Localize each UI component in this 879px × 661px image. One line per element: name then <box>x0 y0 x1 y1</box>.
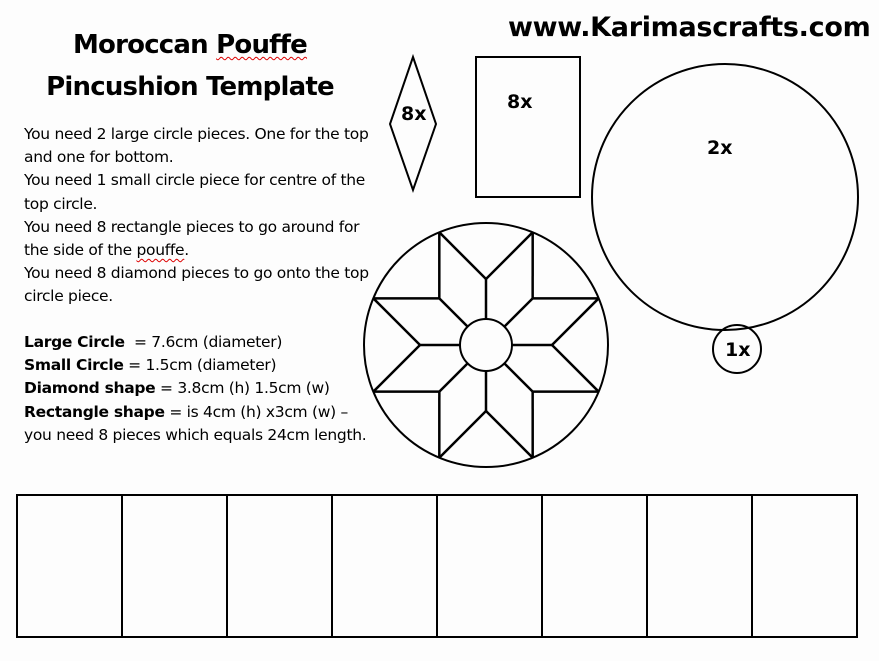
spec-value: = 3.8cm (h) 1.5cm (w) <box>155 379 330 398</box>
instruction-2: You need 1 small circle piece for centre of the top circle. <box>24 171 366 213</box>
star-radial-line <box>439 298 467 326</box>
instruction-text: . <box>184 241 189 260</box>
spec-value: = 7.6cm (diameter) <box>124 333 283 351</box>
star-radial-line <box>504 298 532 326</box>
star-edge-line <box>373 298 420 345</box>
diamond-count-label: 8x <box>401 103 427 125</box>
instruction-4: You need 8 diamond pieces to go onto the top circle piece. <box>24 264 369 306</box>
star-center-circle <box>460 319 512 371</box>
title-text: Moroccan <box>72 30 217 60</box>
rectangle-template <box>476 57 580 197</box>
star-edge-line <box>439 411 486 458</box>
misspelled-word: pouffe <box>136 241 185 260</box>
spec-name: Small Circle <box>24 356 124 375</box>
title-misspelled-word: Pouffe <box>216 30 308 60</box>
star-edge-line <box>552 345 599 392</box>
star-edge-line <box>486 411 533 458</box>
star-edge-line <box>486 232 533 279</box>
star-edge-line <box>373 345 420 392</box>
title-line-2: Pincushion Template <box>46 72 334 102</box>
large-circle-count-label: 2x <box>707 137 733 159</box>
star-edge-line <box>552 298 599 345</box>
spec-value: = is 4cm (h) x3cm (w) – you need 8 pieces which equals 24cm length. <box>24 402 367 444</box>
star-radial-line <box>439 363 467 391</box>
spec-name: Rectangle shape <box>24 402 165 421</box>
spec-name: Diamond shape <box>24 379 156 398</box>
star-edge-line <box>439 232 486 279</box>
rectangle-count-label: 8x <box>507 91 533 113</box>
instruction-text: You need 8 rectangle pieces to go around for the side of the <box>24 217 360 260</box>
small-circle-count-label: 1x <box>725 339 751 361</box>
spec-name: Large Circle <box>24 333 125 351</box>
website-url: www.Karimascrafts.com <box>508 12 871 43</box>
instruction-1: You need 2 large circle pieces. One for the top and one for bottom. <box>24 125 369 167</box>
star-radial-line <box>504 363 532 391</box>
strip-cells <box>122 495 752 637</box>
large-circle-template <box>592 64 858 330</box>
spec-value: = 1.5cm (diameter) <box>123 356 277 375</box>
